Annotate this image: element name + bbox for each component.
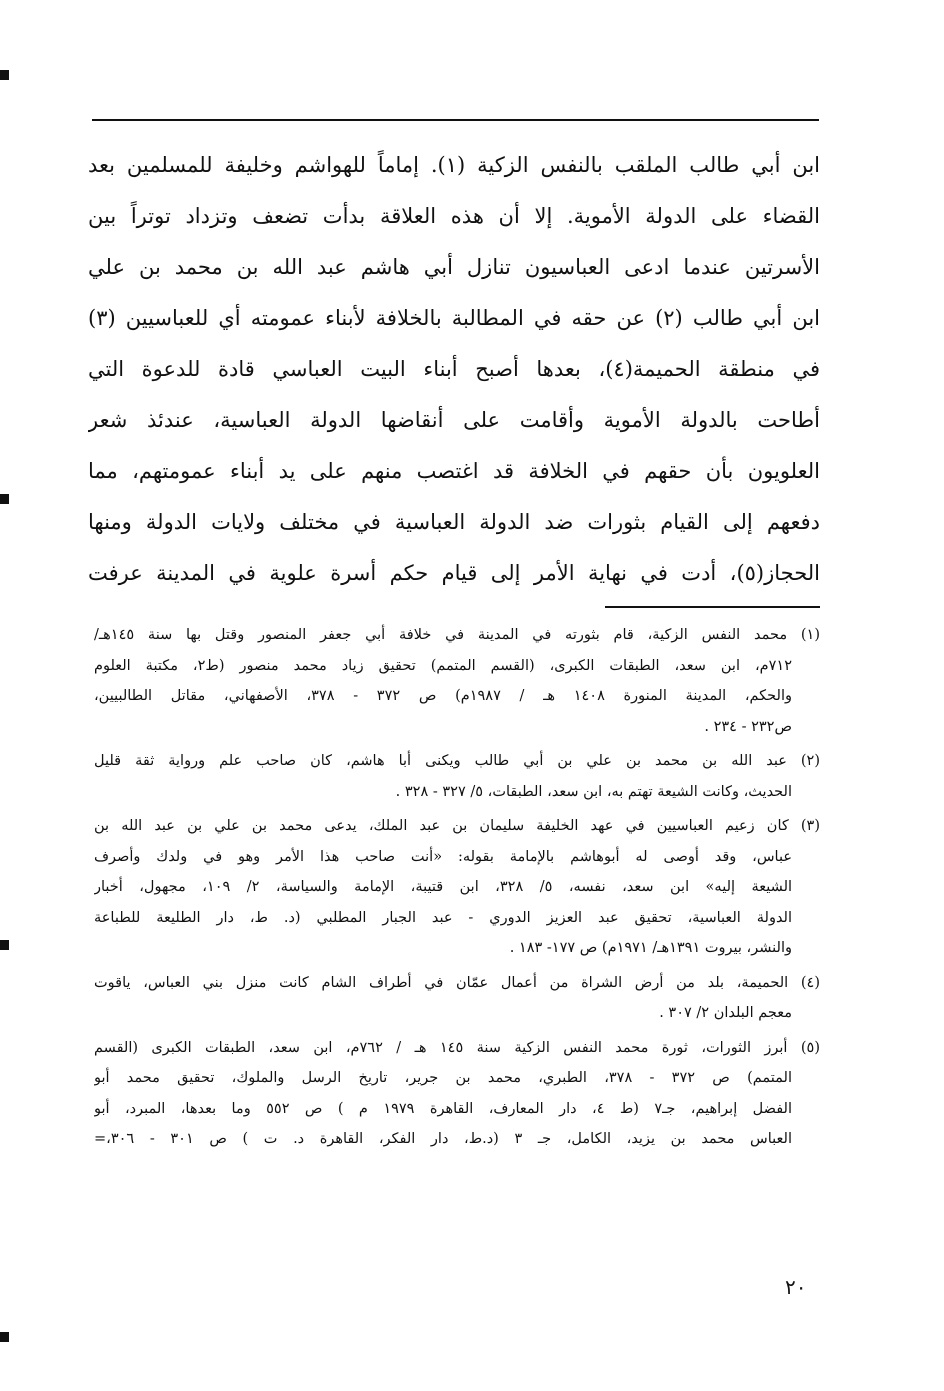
footnote-2 xyxy=(94,746,820,807)
footnote-4 xyxy=(94,968,820,1029)
footnote-line: (٣) كان زعيم العباسيين في عهد الخليفة سليمان بن عبد الملك، يدعى محمد بن علي بن عبد الله بن xyxy=(94,818,820,834)
text-line: ابن أبي طالب (٢) عن حقه في المطالبة بالخلافة لأبناء عمومته أي للعباسيين (٣) xyxy=(88,306,820,330)
text-line: الأسرتين عندما ادعى العباسيون تنازل أبي هاشم عبد الله بن محمد بن علي xyxy=(88,255,820,279)
text-line: في منطقة الحميمة(٤)، بعدها أصبح أبناء البيت العباسي قادة للدعوة التي xyxy=(88,357,820,381)
footnote-line: المتمم) ص ٣٧٢ - ٣٧٨، الطبري، محمد بن جرير، تاريخ الرسل والملوك، تحقيق محمد أبو xyxy=(94,1070,792,1086)
text-line: دفعهم إلى القيام بثورات ضد الدولة العباسية في مختلف ولايات الدولة ومنها xyxy=(88,510,820,534)
footnotes xyxy=(94,620,820,1159)
text-line: ابن أبي طالب الملقب بالنفس الزكية (١). إماماً للهواشم وخليفة للمسلمين بعد xyxy=(88,153,820,177)
footnote-line: (١) محمد النفس الزكية، قام بثورته في المدينة في خلافة أبي جعفر المنصور وقتل بها سنة ١٤٥هـ/ xyxy=(94,627,820,643)
footnote-line: الحديث، وكانت الشيعة تهتم به، ابن سعد، الطبقات، ٥/ ٣٢٧ - ٣٢٨ . xyxy=(395,783,792,800)
text-line: القضاء على الدولة الأموية. إلا أن هذه العلاقة بدأت تضعف وتزداد توتراً بين xyxy=(88,204,820,228)
footnote-line: العباس محمد بن يزيد، الكامل، جـ ٣ (د.ط، دار الفكر، القاهرة د. ت ) ص ٣٠١ - ٣٠٦،= xyxy=(94,1131,792,1147)
footnote-line: الشيعة إليه» ابن سعد، نفسه، ٥/ ٣٢٨، ابن قتيبة، الإمامة والسياسة، ٢/ ١٠٩، مجهول، أخبار xyxy=(94,879,793,895)
text-line: أطاحت بالدولة الأموية وأقامت على أنقاضها الدولة العباسية، عندئذ شعر xyxy=(88,408,820,432)
scan-edge-mark xyxy=(0,940,9,950)
footnote-line: الدولة العباسية، تحقيق عبد العزيز الدوري - عبد الجبار المطلبي (د. ط، دار الطليعة للطباعة xyxy=(94,909,792,926)
footnote-line: (٢) عبد الله بن محمد بن علي بن أبي طالب ويكنى أبا هاشم، كان صاحب علم ورواية ثقة قليل xyxy=(94,753,820,769)
main-text xyxy=(88,140,820,599)
scan-edge-mark xyxy=(0,494,9,504)
footnote-3 xyxy=(94,811,820,964)
footnote-line: الفضل إبراهيم، جـ٧ (ط ٤، دار المعارف، القاهرة ١٩٧٩ م ) ص ٥٥٢ وما بعدها، المبرد، أبو xyxy=(94,1100,792,1117)
footnote-separator xyxy=(605,606,820,608)
header-rule xyxy=(92,119,819,121)
footnote-line: عباس، وقد أوصى له أبوهاشم بالإمامة بقوله: «أنت صاحب هذا الأمر وهو في ولدك وأصرف xyxy=(94,848,792,865)
footnote-line: (٥) أبرز الثورات، ثورة محمد النفس الزكية سنة ١٤٥ هـ / ٧٦٢م، ابن سعد، الطبقات الكبرى (القسم xyxy=(94,1039,820,1056)
footnote-line: والحكم، المدينة المنورة ١٤٠٨ هـ / ١٩٨٧م) ص ٣٧٢ - ٣٧٨، الأصفهاني، مقاتل الطالبيين، xyxy=(94,688,792,704)
text-line: العلويون بأن حقهم في الخلافة قد اغتصب منهم على يد أبناء عمومتهم، مما xyxy=(88,459,820,483)
footnote-line: (٤) الحميمة، بلد من أرض الشراة من أعمال عمّان في أطراف الشام كانت منزل بني العباس، ياقوت xyxy=(94,974,820,991)
page-number: ٢٠ xyxy=(785,1275,807,1299)
footnote-1 xyxy=(94,620,820,742)
footnote-line: والنشر، بيروت ١٣٩١هـ/ ١٩٧١م) ص ١٧٧- ١٨٣ . xyxy=(509,940,792,956)
footnote-line: معجم البلدان ٢/ ٣٠٧ . xyxy=(659,1005,792,1021)
footnote-line: ٧١٢م، ابن سعد، الطبقات الكبرى، (القسم المتمم) تحقيق زياد محمد منصور (ط٢، مكتبة العلوم xyxy=(94,657,792,674)
scan-edge-mark xyxy=(0,70,9,80)
scan-edge-mark xyxy=(0,1332,9,1342)
text-line: الحجاز(٥)، أدت في نهاية الأمر إلى قيام حكم أسرة علوية في المدينة عرفت xyxy=(88,561,820,585)
footnote-5 xyxy=(94,1033,820,1155)
footnote-line: ص٢٣٢ - ٢٣٤ . xyxy=(704,718,792,735)
